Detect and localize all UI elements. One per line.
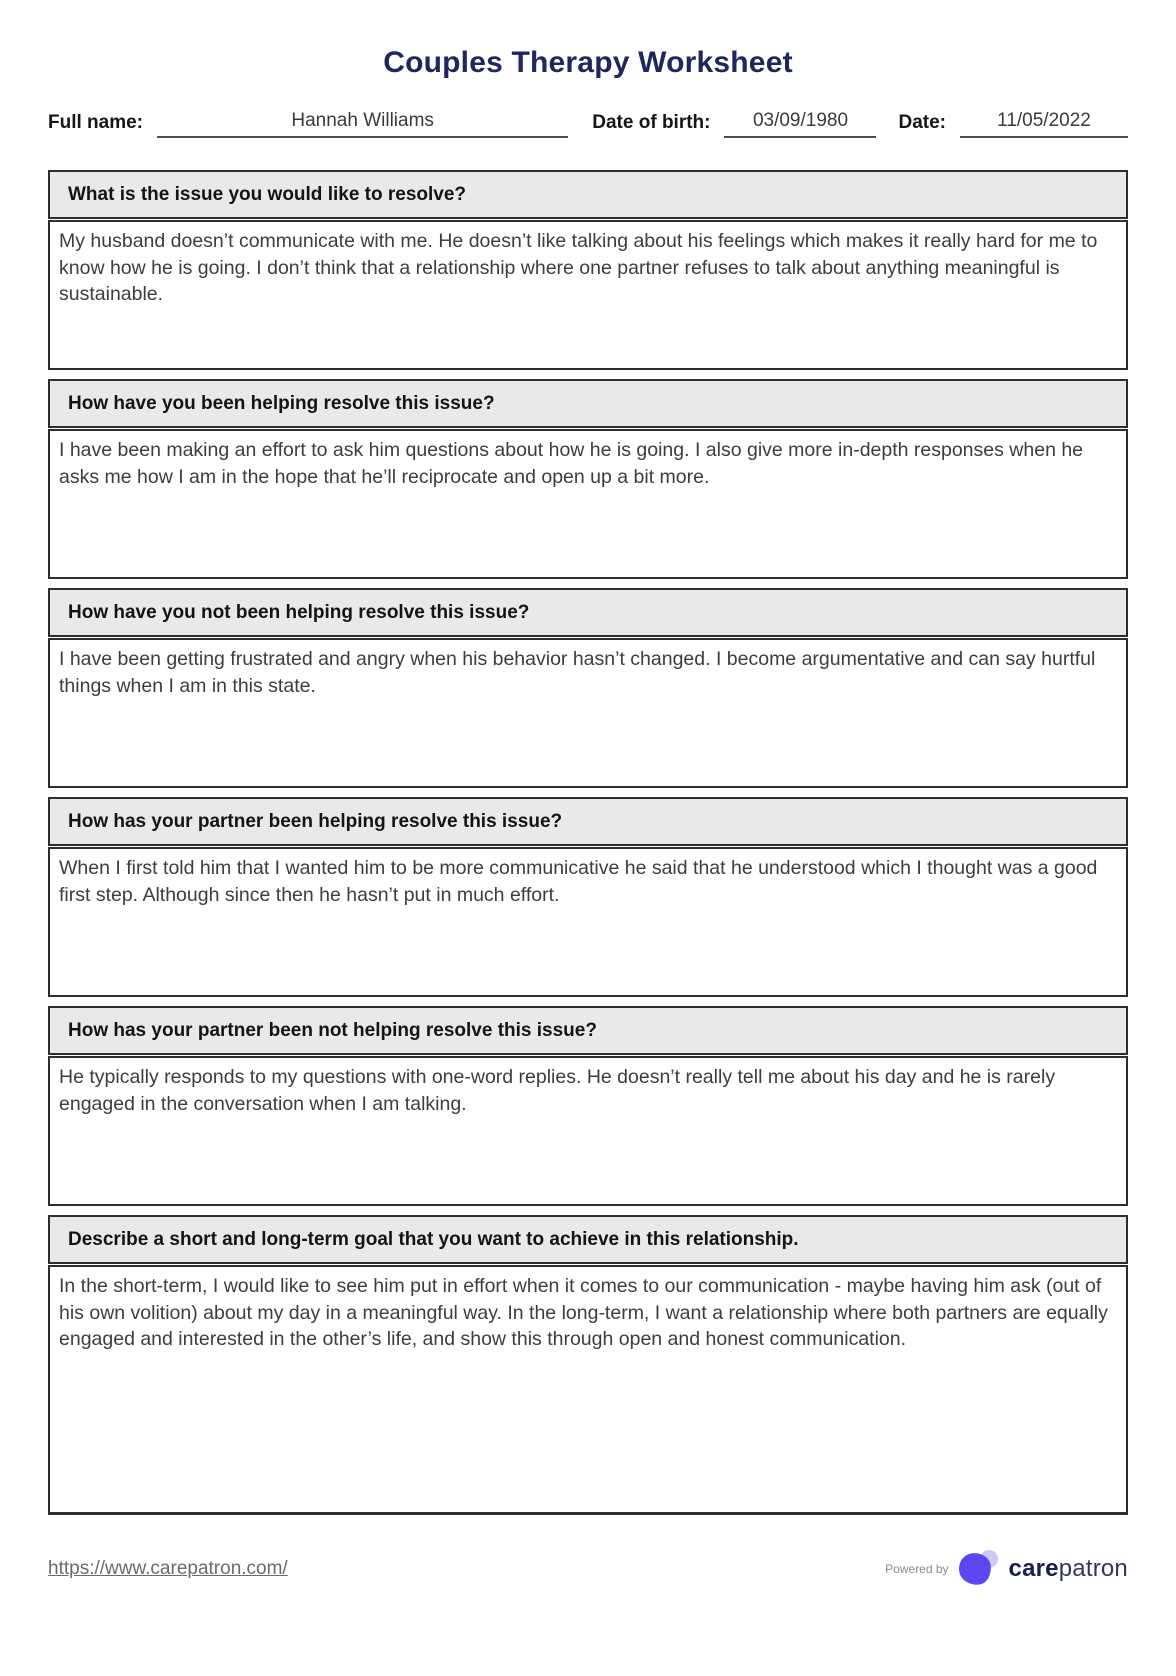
patient-info-row xyxy=(48,110,1128,138)
section-question-header: Describe a short and long-term goal that you want to achieve in this relationship. xyxy=(48,1215,1128,1264)
worksheet-sections xyxy=(48,170,1128,1515)
date-label: Date: xyxy=(898,112,946,133)
section-answer-box[interactable]: He typically responds to my questions with one-word replies. He doesn’t really tell me about his day and he is rarely engaged in the conversation when I am talking. xyxy=(48,1056,1128,1206)
brand-patron-text: patron xyxy=(1058,1555,1128,1582)
section-answer-box[interactable]: When I first told him that I wanted him to be more communicative he said that he understood which I thought was a good first step. Although since then he hasn’t put in much effort. xyxy=(48,847,1128,997)
page-title: Couples Therapy Worksheet xyxy=(383,46,793,79)
section-issue xyxy=(48,170,1128,370)
section-question-header: What is the issue you would like to resolve? xyxy=(48,170,1128,219)
section-partner-not-helping xyxy=(48,1006,1128,1206)
section-goals xyxy=(48,1215,1128,1515)
page-footer xyxy=(48,1549,1128,1589)
carepatron-link[interactable]: https://www.carepatron.com/ xyxy=(48,1558,288,1579)
carepatron-wordmark xyxy=(1009,1555,1128,1583)
section-question-header: How has your partner been not helping resolve this issue? xyxy=(48,1006,1128,1055)
powered-by-label: Powered by xyxy=(885,1562,949,1576)
section-you-not-helping xyxy=(48,588,1128,788)
section-answer-box[interactable]: My husband doesn’t communicate with me. He doesn’t like talking about his feelings which makes it really hard for me to know how he is going. I don’t think that a relationship where one partner refuses to talk about anything meaningful is sustainable. xyxy=(48,220,1128,370)
section-you-helping xyxy=(48,379,1128,579)
section-partner-helping xyxy=(48,797,1128,997)
date-of-birth-label: Date of birth: xyxy=(592,112,711,133)
date-of-birth-field[interactable]: 03/09/1980 xyxy=(724,110,876,138)
full-name-label: Full name: xyxy=(48,112,144,133)
worksheet-page xyxy=(0,46,1176,1676)
section-answer-box[interactable]: I have been getting frustrated and angry when his behavior hasn’t changed. I become argumentative and can say hurtful things when I am in this state. xyxy=(48,638,1128,788)
full-name-field[interactable]: Hannah Williams xyxy=(157,110,568,138)
carepatron-logo-icon xyxy=(958,1549,1000,1589)
brand-care-text: care xyxy=(1008,1555,1059,1582)
section-question-header: How has your partner been helping resolve this issue? xyxy=(48,797,1128,846)
powered-by-block xyxy=(885,1549,1128,1589)
section-answer-box[interactable]: In the short-term, I would like to see him put in effort when it comes to our communication - maybe having him ask (out of his own volition) about my day in a meaningful way. In the long-term, I want a relationship where both partners are equally engaged and interested in the other’s life, and show this through open and honest communication. xyxy=(48,1265,1128,1515)
section-question-header: How have you not been helping resolve this issue? xyxy=(48,588,1128,637)
date-field[interactable]: 11/05/2022 xyxy=(960,110,1128,138)
section-question-header: How have you been helping resolve this issue? xyxy=(48,379,1128,428)
section-answer-box[interactable]: I have been making an effort to ask him questions about how he is going. I also give more in-depth responses when he asks me how I am in the hope that he’ll reciprocate and open up a bit more. xyxy=(48,429,1128,579)
